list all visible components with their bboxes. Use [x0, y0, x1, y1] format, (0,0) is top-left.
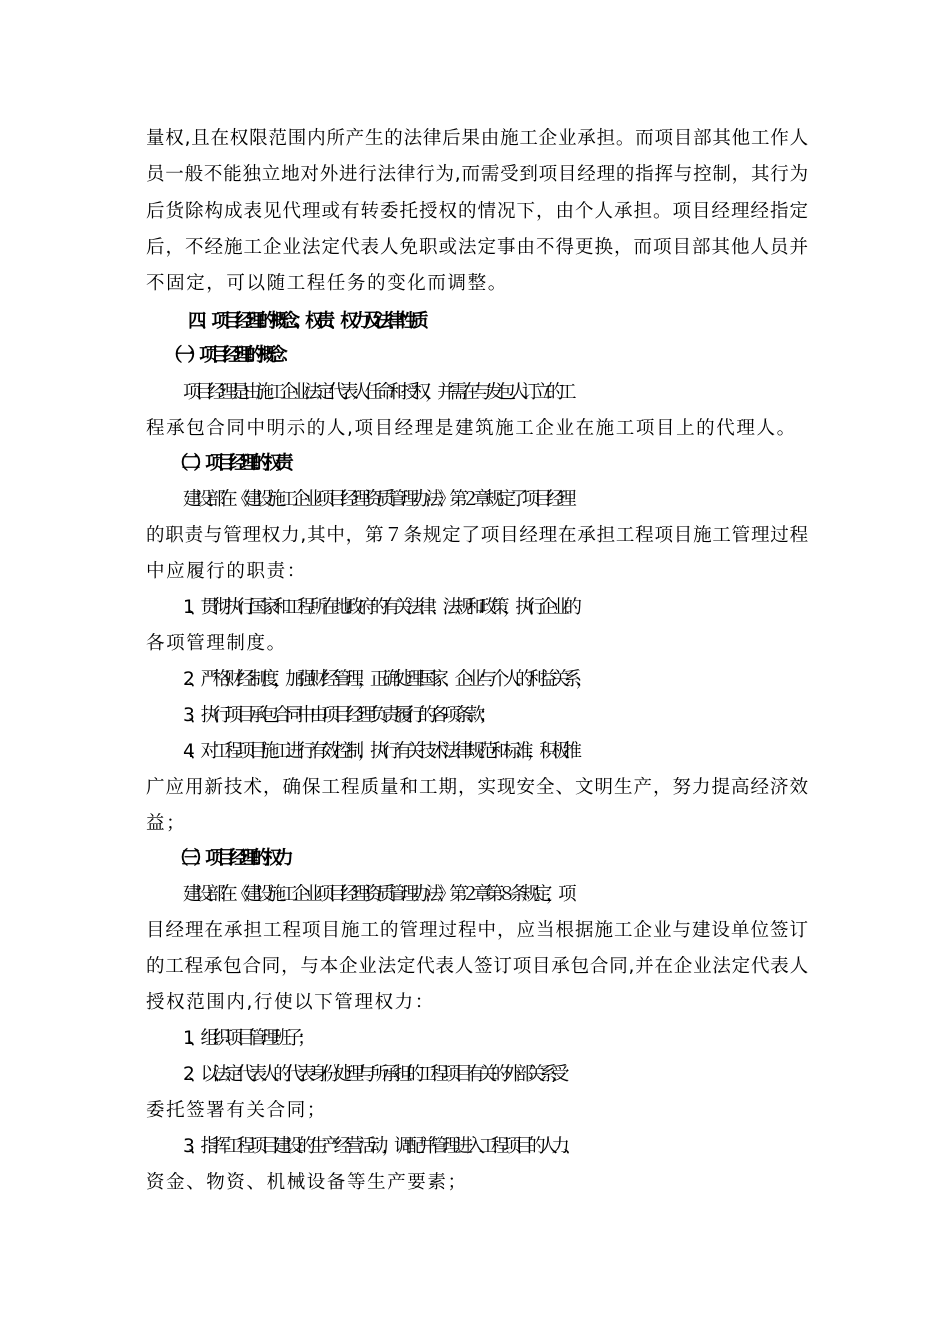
paragraph-line: 员一般不能独立地对外进行法律行为,而需受到项目经理的指挥与控制，其行为 [146, 164, 809, 185]
paragraph-line: 目经理在承担工程项目施工的管理过程中，应当根据施工企业与建设单位签订 [146, 920, 810, 941]
paragraph-line: 中应履行的职责： [146, 561, 307, 582]
subsection-heading: （三）项目经理的权力 [170, 848, 288, 869]
list-item: 1、贯彻执行国家和工程所在地政府的有关法律、法规和政策，执行企业的 [183, 597, 576, 618]
paragraph-line: 建设部在《建设施工企业项目经理资质管理办法》第２章规定了项目经理 [183, 489, 571, 510]
list-item: 2、以法定代表人的代表身份处理与所承担的工程项目有关的外部关系,受 [183, 1064, 563, 1085]
list-item: 1、组织项目管理班子； [183, 1028, 310, 1049]
paragraph-line: 量权,且在权限范围内所产生的法律后果由施工企业承担。而项目部其他工作人 [146, 128, 809, 149]
subsection-heading: （二）项目经理的权责 [170, 453, 288, 474]
paragraph-line: 授权范围内,行使以下管理权力： [146, 992, 435, 1013]
paragraph-line: 广应用新技术，确保工程质量和工期，实现安全、文明生产，努力提高经济效 [146, 777, 810, 798]
paragraph-line: 益； [146, 813, 187, 834]
paragraph-line: 后货除构成表见代理或有转委托授权的情况下，由个人承担。项目经理经指定 [146, 201, 810, 222]
paragraph-line: 建设部在《建设施工企业项目经理资质管理办法》第２章第８条规定，项 [183, 884, 571, 905]
paragraph-line: 资金、物资、机械设备等生产要素； [146, 1172, 468, 1193]
section-heading: 四、项目经理的概念、权责、权力及法律性质 [188, 311, 423, 332]
list-item: 3、指挥工程项目建设的生产经营活动，调配并管理进入工程项目的人力、 [183, 1136, 576, 1157]
paragraph-line: 程承包合同中明示的人,项目经理是建筑施工企业在施工项目上的代理人。 [146, 418, 797, 439]
paragraph-line: 项目经理是由施工企业法定代表人任命和授权，并需在与发包人订立的工 [183, 382, 571, 403]
paragraph-line: 各项管理制度。 [146, 633, 287, 654]
paragraph-line: 后，不经施工企业法定代表人免职或法定事由不得更换，而项目部其他人员并 [146, 237, 810, 258]
list-item: 4、对工程项目施工进行有效控制，执行有关技术法律规范和标准，积极推 [183, 741, 576, 762]
list-item: 2、严格财经制度，加强财经管理，正确处理国家、企业与个人的利益关系， [183, 669, 588, 690]
paragraph-line: 不固定，可以随工程任务的变化而调整。 [146, 273, 508, 294]
list-item: 3、执行项目承包合同中由项目经理负责履行的各项条款； [183, 705, 491, 726]
paragraph-line: 委托签署有关合同； [146, 1100, 327, 1121]
subsection-heading: （一）项目经理的概念 [164, 345, 282, 366]
paragraph-line: 的职责与管理权力,其中，第７条规定了项目经理在承担工程项目施工管理过程 [146, 525, 809, 546]
paragraph-line: 的工程承包合同，与本企业法定代表人签订项目承包合同,并在企业法定代表人 [146, 956, 809, 977]
